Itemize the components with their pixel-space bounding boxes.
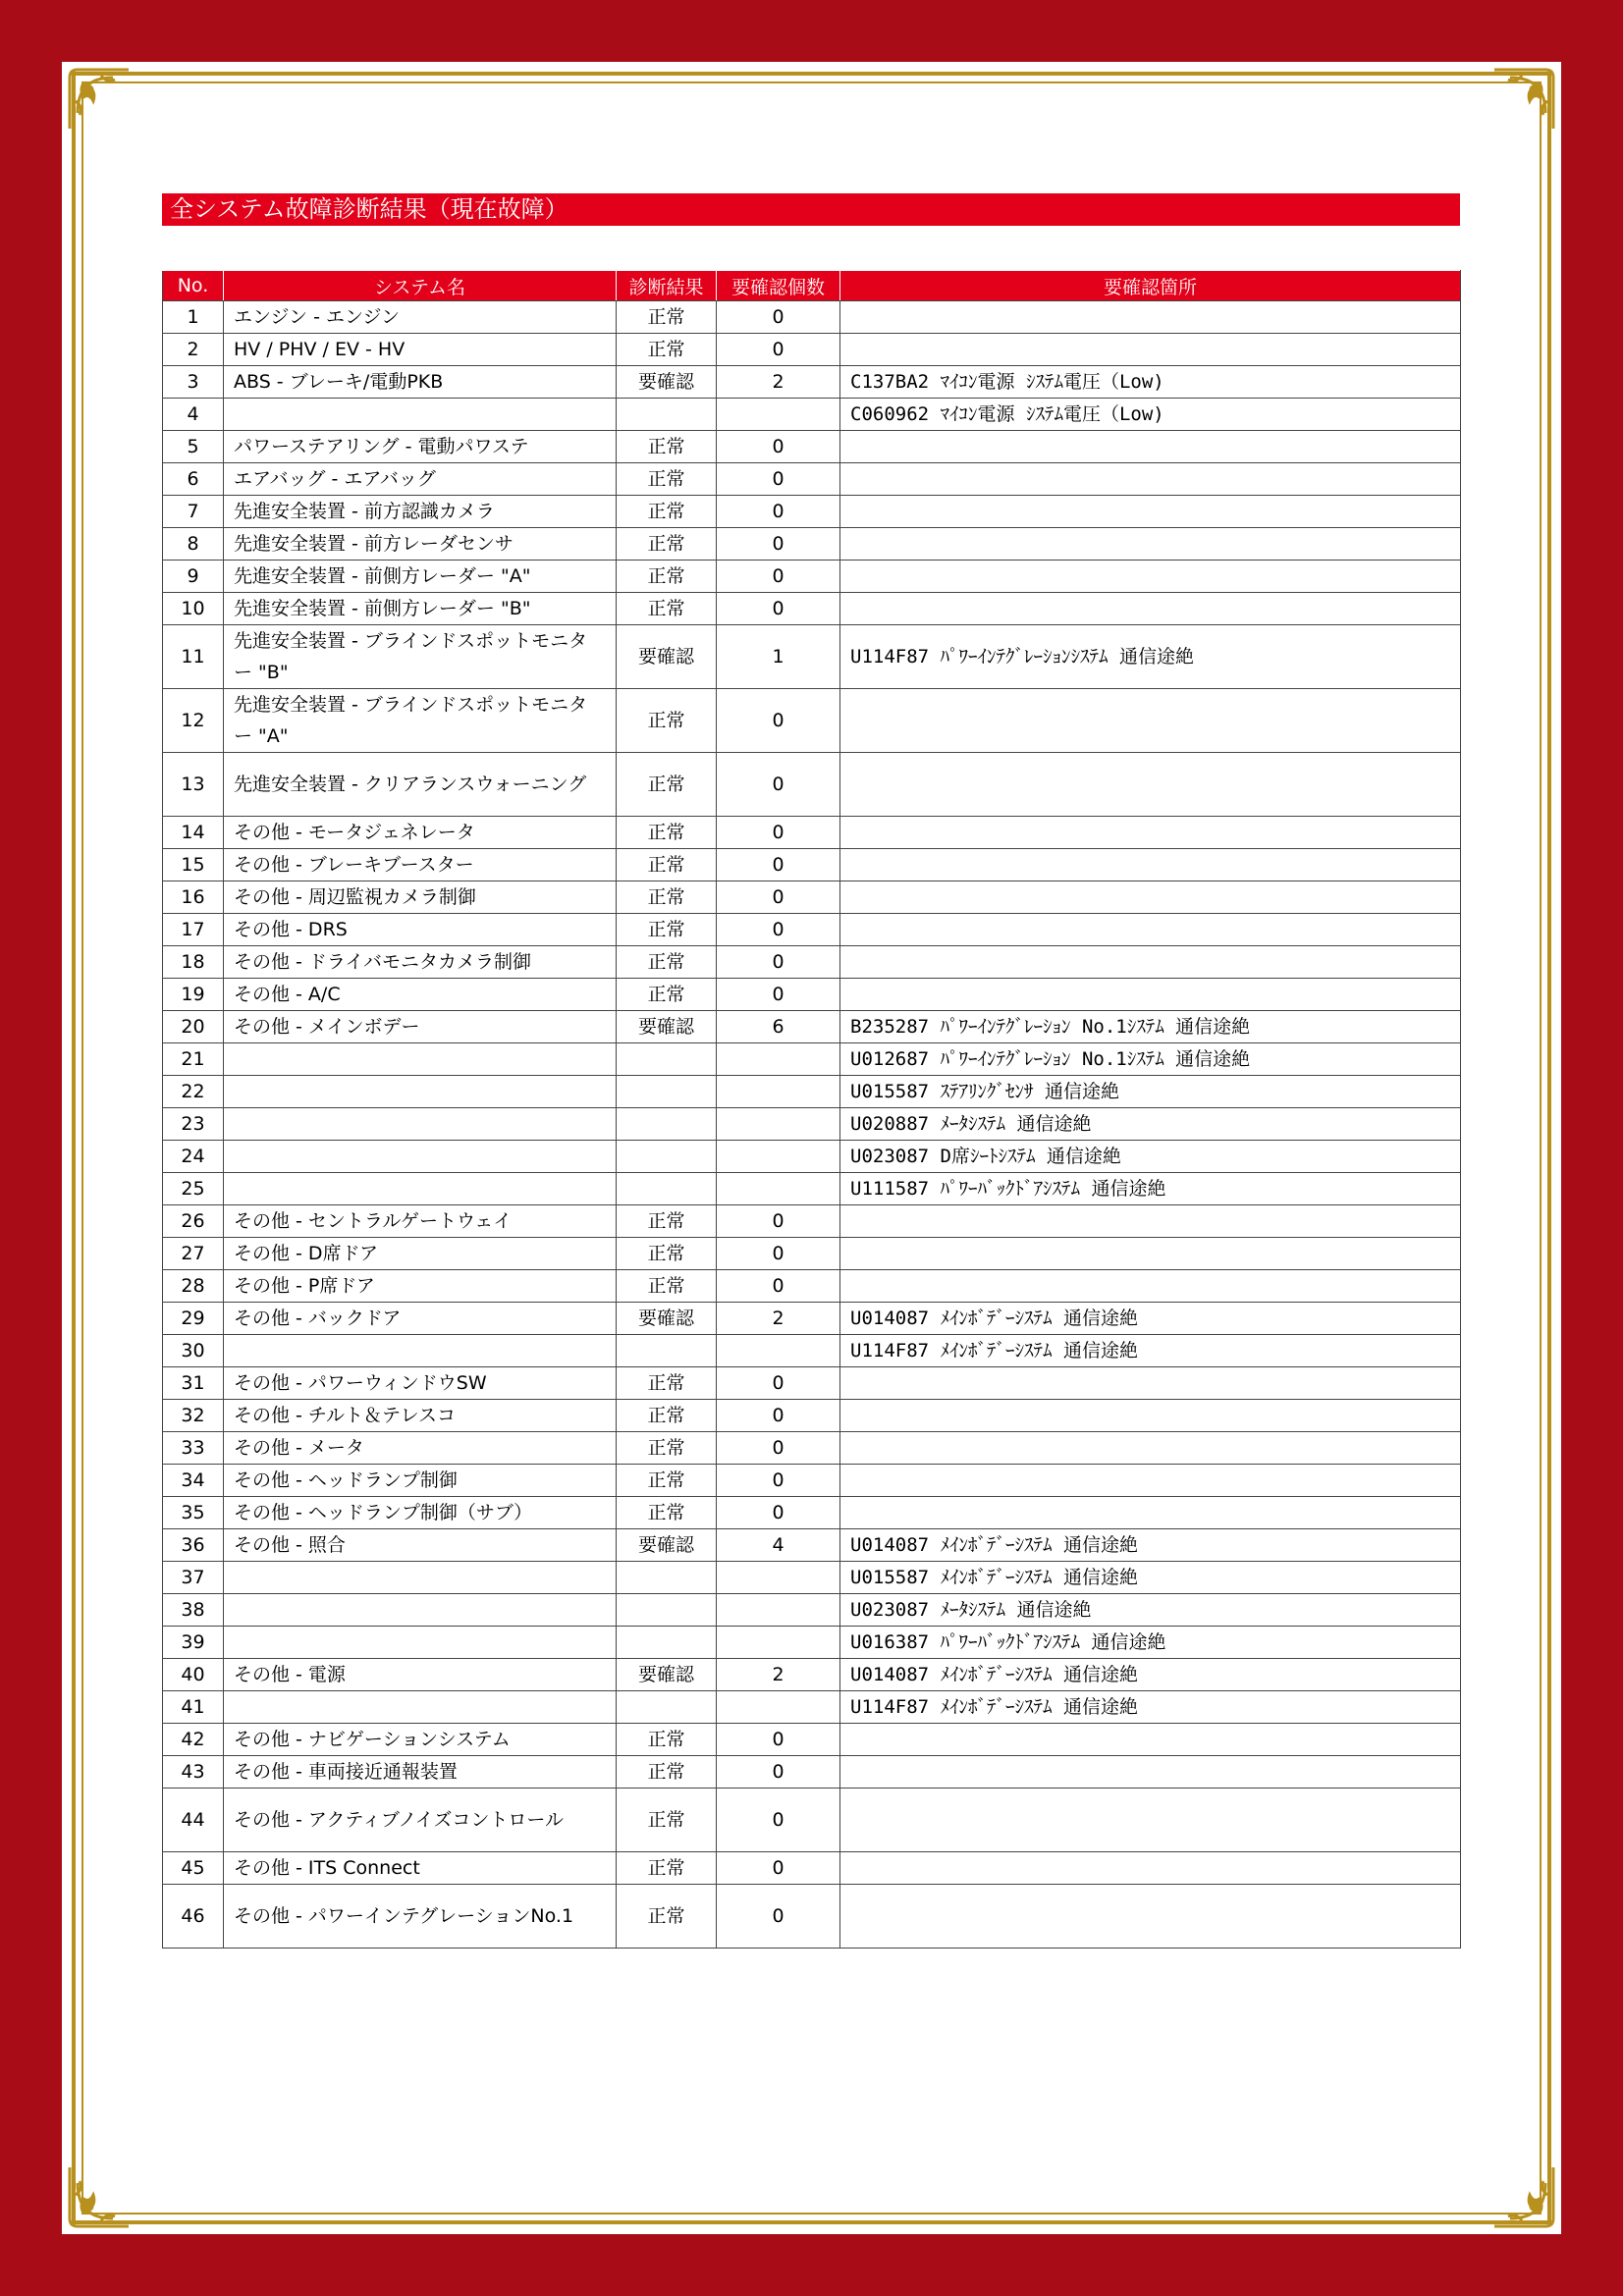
check-location (840, 1465, 1461, 1497)
system-name: エアバッグ - エアバッグ (224, 463, 617, 496)
row-number: 16 (163, 881, 224, 914)
row-number: 4 (163, 399, 224, 431)
table-row (163, 1432, 1461, 1465)
system-name (224, 1335, 617, 1367)
system-name: その他 - メータ (224, 1432, 617, 1465)
column-header-result: 診断結果 (617, 271, 717, 301)
row-number: 37 (163, 1562, 224, 1594)
diagnosis-result: 正常 (617, 1367, 717, 1400)
system-name: その他 - メインボデー (224, 1011, 617, 1043)
diagnosis-result (617, 1335, 717, 1367)
check-count: 0 (717, 496, 840, 528)
check-count: 0 (717, 914, 840, 946)
diagnosis-result: 正常 (617, 1432, 717, 1465)
check-location (840, 593, 1461, 625)
diagnosis-result: 要確認 (617, 625, 717, 689)
row-number: 13 (163, 753, 224, 817)
table-row (163, 1724, 1461, 1756)
check-count: 0 (717, 334, 840, 366)
check-count (717, 1076, 840, 1108)
diagnosis-result (617, 1691, 717, 1724)
check-location: U114F87 ﾒｲﾝﾎﾞﾃﾞｰｼｽﾃﾑ 通信途絶 (840, 1691, 1461, 1724)
table-row (163, 1852, 1461, 1885)
diagnosis-result: 正常 (617, 561, 717, 593)
table-row (163, 1659, 1461, 1691)
column-header-system: システム名 (224, 271, 617, 301)
diagnosis-result: 要確認 (617, 1529, 717, 1562)
row-number: 6 (163, 463, 224, 496)
system-name: その他 - D席ドア (224, 1238, 617, 1270)
table-row (163, 817, 1461, 849)
row-number: 15 (163, 849, 224, 881)
check-location (840, 463, 1461, 496)
check-count: 0 (717, 753, 840, 817)
table-row (163, 1205, 1461, 1238)
diagnosis-result: 要確認 (617, 1011, 717, 1043)
report-page (62, 62, 1561, 2234)
table-row (163, 1497, 1461, 1529)
check-count (717, 1594, 840, 1627)
table-row (163, 561, 1461, 593)
table-row (163, 1335, 1461, 1367)
check-location: U012687 ﾊﾟﾜｰｲﾝﾃｸﾞﾚｰｼｮﾝ No.1ｼｽﾃﾑ 通信途絶 (840, 1043, 1461, 1076)
check-location (840, 528, 1461, 561)
table-row (163, 1367, 1461, 1400)
table-row (163, 366, 1461, 399)
table-row (163, 593, 1461, 625)
check-location: C060962 ﾏｲｺﾝ電源 ｼｽﾃﾑ電圧（Low) (840, 399, 1461, 431)
table-row (163, 1108, 1461, 1141)
check-location: U015587 ﾒｲﾝﾎﾞﾃﾞｰｼｽﾃﾑ 通信途絶 (840, 1562, 1461, 1594)
system-name (224, 1108, 617, 1141)
row-number: 41 (163, 1691, 224, 1724)
diagnosis-result: 正常 (617, 1756, 717, 1789)
diagnosis-result: 正常 (617, 881, 717, 914)
check-location: U014087 ﾒｲﾝﾎﾞﾃﾞｰｼｽﾃﾑ 通信途絶 (840, 1303, 1461, 1335)
table-row (163, 496, 1461, 528)
diagnosis-result (617, 1594, 717, 1627)
table-row (163, 1173, 1461, 1205)
system-name (224, 1043, 617, 1076)
ornamental-corner-icon (64, 2162, 135, 2232)
row-number: 45 (163, 1852, 224, 1885)
row-number: 3 (163, 366, 224, 399)
diagnosis-result: 正常 (617, 528, 717, 561)
table-row (163, 1043, 1461, 1076)
check-location (840, 561, 1461, 593)
check-location (840, 817, 1461, 849)
check-count: 0 (717, 1205, 840, 1238)
table-row (163, 946, 1461, 979)
check-location: U023087 D席ｼｰﾄｼｽﾃﾑ 通信途絶 (840, 1141, 1461, 1173)
check-count (717, 1141, 840, 1173)
check-count: 6 (717, 1011, 840, 1043)
diagnosis-result: 正常 (617, 1724, 717, 1756)
row-number: 33 (163, 1432, 224, 1465)
table-row (163, 463, 1461, 496)
check-count: 0 (717, 431, 840, 463)
system-name: その他 - モータジェネレータ (224, 817, 617, 849)
check-location: B235287 ﾊﾟﾜｰｲﾝﾃｸﾞﾚｰｼｮﾝ No.1ｼｽﾃﾑ 通信途絶 (840, 1011, 1461, 1043)
row-number: 23 (163, 1108, 224, 1141)
check-count: 0 (717, 1497, 840, 1529)
system-name: HV / PHV / EV - HV (224, 334, 617, 366)
check-location (840, 1789, 1461, 1852)
check-location (840, 1885, 1461, 1949)
check-location: U015587 ｽﾃｱﾘﾝｸﾞｾﾝｻ 通信途絶 (840, 1076, 1461, 1108)
row-number: 30 (163, 1335, 224, 1367)
system-name: 先進安全装置 - 前方レーダセンサ (224, 528, 617, 561)
system-name: その他 - ブレーキブースター (224, 849, 617, 881)
check-location (840, 301, 1461, 334)
diagnosis-result: 正常 (617, 689, 717, 753)
check-count: 4 (717, 1529, 840, 1562)
row-number: 40 (163, 1659, 224, 1691)
row-number: 19 (163, 979, 224, 1011)
diagnosis-result: 正常 (617, 301, 717, 334)
table-row (163, 753, 1461, 817)
check-count: 0 (717, 1400, 840, 1432)
diagnosis-result (617, 1108, 717, 1141)
ornamental-corner-icon (1488, 64, 1559, 134)
check-count: 0 (717, 1756, 840, 1789)
check-location (840, 1205, 1461, 1238)
check-location (840, 1367, 1461, 1400)
system-name (224, 399, 617, 431)
row-number: 44 (163, 1789, 224, 1852)
row-number: 17 (163, 914, 224, 946)
diagnosis-result: 正常 (617, 979, 717, 1011)
diagnosis-result (617, 1076, 717, 1108)
row-number: 12 (163, 689, 224, 753)
check-location (840, 689, 1461, 753)
system-name: その他 - 照合 (224, 1529, 617, 1562)
row-number: 34 (163, 1465, 224, 1497)
diagnosis-result: 正常 (617, 463, 717, 496)
check-location (840, 1432, 1461, 1465)
row-number: 26 (163, 1205, 224, 1238)
diagnosis-result (617, 399, 717, 431)
check-count: 2 (717, 1303, 840, 1335)
diagnosis-result: 正常 (617, 849, 717, 881)
check-count: 0 (717, 1885, 840, 1949)
check-location: U016387 ﾊﾟﾜｰﾊﾞｯｸﾄﾞｱｼｽﾃﾑ 通信途絶 (840, 1627, 1461, 1659)
check-count: 0 (717, 528, 840, 561)
check-count: 0 (717, 561, 840, 593)
check-location (840, 496, 1461, 528)
row-number: 38 (163, 1594, 224, 1627)
row-number: 31 (163, 1367, 224, 1400)
diagnosis-result: 正常 (617, 753, 717, 817)
system-name: その他 - アクティブノイズコントロール (224, 1789, 617, 1852)
system-name: その他 - A/C (224, 979, 617, 1011)
system-name (224, 1173, 617, 1205)
system-name (224, 1076, 617, 1108)
check-count: 0 (717, 1465, 840, 1497)
row-number: 46 (163, 1885, 224, 1949)
check-location: U114F87 ﾒｲﾝﾎﾞﾃﾞｰｼｽﾃﾑ 通信途絶 (840, 1335, 1461, 1367)
table-row (163, 1270, 1461, 1303)
check-count: 0 (717, 946, 840, 979)
check-location (840, 849, 1461, 881)
table-row (163, 1885, 1461, 1949)
row-number: 2 (163, 334, 224, 366)
check-location: U114F87 ﾊﾟﾜｰｲﾝﾃｸﾞﾚｰｼｮﾝｼｽﾃﾑ 通信途絶 (840, 625, 1461, 689)
ornamental-corner-icon (1488, 2162, 1559, 2232)
table-row (163, 1529, 1461, 1562)
check-location (840, 1270, 1461, 1303)
check-count: 0 (717, 1724, 840, 1756)
row-number: 8 (163, 528, 224, 561)
row-number: 35 (163, 1497, 224, 1529)
check-location: U014087 ﾒｲﾝﾎﾞﾃﾞｰｼｽﾃﾑ 通信途絶 (840, 1529, 1461, 1562)
system-name: その他 - DRS (224, 914, 617, 946)
check-count: 2 (717, 366, 840, 399)
ornamental-corner-icon (64, 64, 135, 134)
row-number: 39 (163, 1627, 224, 1659)
table-row (163, 881, 1461, 914)
check-location (840, 1497, 1461, 1529)
table-row (163, 1011, 1461, 1043)
check-count (717, 1173, 840, 1205)
table-row (163, 689, 1461, 753)
system-name: エンジン - エンジン (224, 301, 617, 334)
check-count: 0 (717, 689, 840, 753)
table-row (163, 1627, 1461, 1659)
system-name: その他 - バックドア (224, 1303, 617, 1335)
column-header-no: No. (163, 271, 224, 301)
check-count: 2 (717, 1659, 840, 1691)
row-number: 7 (163, 496, 224, 528)
system-name (224, 1691, 617, 1724)
system-name: パワーステアリング - 電動パワステ (224, 431, 617, 463)
table-row (163, 1303, 1461, 1335)
check-count: 0 (717, 1367, 840, 1400)
check-location: U111587 ﾊﾟﾜｰﾊﾞｯｸﾄﾞｱｼｽﾃﾑ 通信途絶 (840, 1173, 1461, 1205)
check-count: 0 (717, 979, 840, 1011)
system-name: 先進安全装置 - クリアランスウォーニング (224, 753, 617, 817)
check-count (717, 1627, 840, 1659)
row-number: 36 (163, 1529, 224, 1562)
check-count: 0 (717, 1852, 840, 1885)
row-number: 10 (163, 593, 224, 625)
check-location: C137BA2 ﾏｲｺﾝ電源 ｼｽﾃﾑ電圧（Low) (840, 366, 1461, 399)
diagnosis-result: 正常 (617, 1400, 717, 1432)
check-location: U014087 ﾒｲﾝﾎﾞﾃﾞｰｼｽﾃﾑ 通信途絶 (840, 1659, 1461, 1691)
table-row (163, 1594, 1461, 1627)
diagnosis-result: 正常 (617, 914, 717, 946)
page-title: 全システム故障診断結果（現在故障） (162, 193, 1460, 226)
system-name: その他 - ヘッドランプ制御 (224, 1465, 617, 1497)
check-count (717, 1335, 840, 1367)
diagnosis-result (617, 1173, 717, 1205)
table-row (163, 399, 1461, 431)
row-number: 1 (163, 301, 224, 334)
row-number: 5 (163, 431, 224, 463)
check-count: 0 (717, 463, 840, 496)
diagnosis-result: 正常 (617, 334, 717, 366)
system-name: その他 - P席ドア (224, 1270, 617, 1303)
diagnosis-result: 要確認 (617, 1659, 717, 1691)
diagnosis-result: 正常 (617, 1205, 717, 1238)
check-location (840, 334, 1461, 366)
check-location (840, 1756, 1461, 1789)
table-row (163, 1562, 1461, 1594)
system-name: 先進安全装置 - ブラインドスポットモニター "B" (224, 625, 617, 689)
check-location (840, 881, 1461, 914)
check-count: 0 (717, 1789, 840, 1852)
diagnosis-result: 正常 (617, 1497, 717, 1529)
table-row (163, 914, 1461, 946)
check-location (840, 1238, 1461, 1270)
diagnosis-result: 正常 (617, 1852, 717, 1885)
diagnosis-result: 正常 (617, 1238, 717, 1270)
diagnosis-result: 正常 (617, 1789, 717, 1852)
check-count (717, 1043, 840, 1076)
system-name: その他 - 車両接近通報装置 (224, 1756, 617, 1789)
check-count (717, 1562, 840, 1594)
system-name: 先進安全装置 - ブラインドスポットモニター "A" (224, 689, 617, 753)
row-number: 29 (163, 1303, 224, 1335)
check-count: 0 (717, 301, 840, 334)
table-row (163, 1141, 1461, 1173)
check-location (840, 979, 1461, 1011)
system-name: ABS - ブレーキ/電動PKB (224, 366, 617, 399)
diagnosis-result: 正常 (617, 946, 717, 979)
diagnosis-result: 正常 (617, 593, 717, 625)
table-row (163, 1789, 1461, 1852)
table-row (163, 1691, 1461, 1724)
row-number: 25 (163, 1173, 224, 1205)
check-location (840, 946, 1461, 979)
system-name: その他 - ヘッドランプ制御（サブ） (224, 1497, 617, 1529)
check-location (840, 1400, 1461, 1432)
row-number: 20 (163, 1011, 224, 1043)
diagnosis-result (617, 1043, 717, 1076)
diagnosis-result: 正常 (617, 817, 717, 849)
diagnosis-result (617, 1141, 717, 1173)
table-row (163, 1756, 1461, 1789)
check-location (840, 1852, 1461, 1885)
table-row (163, 528, 1461, 561)
check-count: 0 (717, 1432, 840, 1465)
check-location: U020887 ﾒｰﾀｼｽﾃﾑ 通信途絶 (840, 1108, 1461, 1141)
table-row (163, 431, 1461, 463)
check-count: 0 (717, 881, 840, 914)
row-number: 21 (163, 1043, 224, 1076)
diagnosis-result (617, 1627, 717, 1659)
check-count: 0 (717, 849, 840, 881)
table-row (163, 1238, 1461, 1270)
table-row (163, 625, 1461, 689)
system-name: その他 - 周辺監視カメラ制御 (224, 881, 617, 914)
table-row (163, 334, 1461, 366)
row-number: 9 (163, 561, 224, 593)
row-number: 27 (163, 1238, 224, 1270)
system-name: 先進安全装置 - 前側方レーダー "B" (224, 593, 617, 625)
system-name: その他 - チルト＆テレスコ (224, 1400, 617, 1432)
check-location (840, 753, 1461, 817)
system-name (224, 1594, 617, 1627)
row-number: 43 (163, 1756, 224, 1789)
row-number: 32 (163, 1400, 224, 1432)
diagnosis-result: 正常 (617, 496, 717, 528)
check-location (840, 1724, 1461, 1756)
table-row (163, 1400, 1461, 1432)
table-header-row (163, 271, 1461, 301)
diagnosis-result: 正常 (617, 431, 717, 463)
row-number: 28 (163, 1270, 224, 1303)
system-name: 先進安全装置 - 前側方レーダー "A" (224, 561, 617, 593)
diagnosis-result: 要確認 (617, 366, 717, 399)
system-name: その他 - ナビゲーションシステム (224, 1724, 617, 1756)
table-row (163, 849, 1461, 881)
row-number: 14 (163, 817, 224, 849)
system-name (224, 1562, 617, 1594)
check-count: 0 (717, 1270, 840, 1303)
check-count (717, 1691, 840, 1724)
diagnosis-table (162, 270, 1461, 1949)
check-count: 0 (717, 593, 840, 625)
system-name: その他 - セントラルゲートウェイ (224, 1205, 617, 1238)
row-number: 18 (163, 946, 224, 979)
system-name: その他 - ドライバモニタカメラ制御 (224, 946, 617, 979)
diagnosis-result: 要確認 (617, 1303, 717, 1335)
check-location (840, 431, 1461, 463)
diagnosis-result: 正常 (617, 1465, 717, 1497)
system-name: その他 - パワーウィンドウSW (224, 1367, 617, 1400)
table-row (163, 1465, 1461, 1497)
table-row (163, 979, 1461, 1011)
table-row (163, 1076, 1461, 1108)
check-location: U023087 ﾒｰﾀｼｽﾃﾑ 通信途絶 (840, 1594, 1461, 1627)
check-count: 1 (717, 625, 840, 689)
check-count (717, 399, 840, 431)
column-header-location: 要確認箇所 (840, 271, 1461, 301)
check-location (840, 914, 1461, 946)
system-name (224, 1141, 617, 1173)
system-name: その他 - 電源 (224, 1659, 617, 1691)
diagnosis-result: 正常 (617, 1885, 717, 1949)
diagnosis-result (617, 1562, 717, 1594)
system-name: その他 - ITS Connect (224, 1852, 617, 1885)
row-number: 42 (163, 1724, 224, 1756)
check-count (717, 1108, 840, 1141)
system-name (224, 1627, 617, 1659)
column-header-count: 要確認個数 (717, 271, 840, 301)
diagnosis-result: 正常 (617, 1270, 717, 1303)
table-row (163, 301, 1461, 334)
check-count: 0 (717, 817, 840, 849)
check-count: 0 (717, 1238, 840, 1270)
row-number: 22 (163, 1076, 224, 1108)
row-number: 11 (163, 625, 224, 689)
row-number: 24 (163, 1141, 224, 1173)
system-name: 先進安全装置 - 前方認識カメラ (224, 496, 617, 528)
system-name: その他 - パワーインテグレーションNo.1 (224, 1885, 617, 1949)
